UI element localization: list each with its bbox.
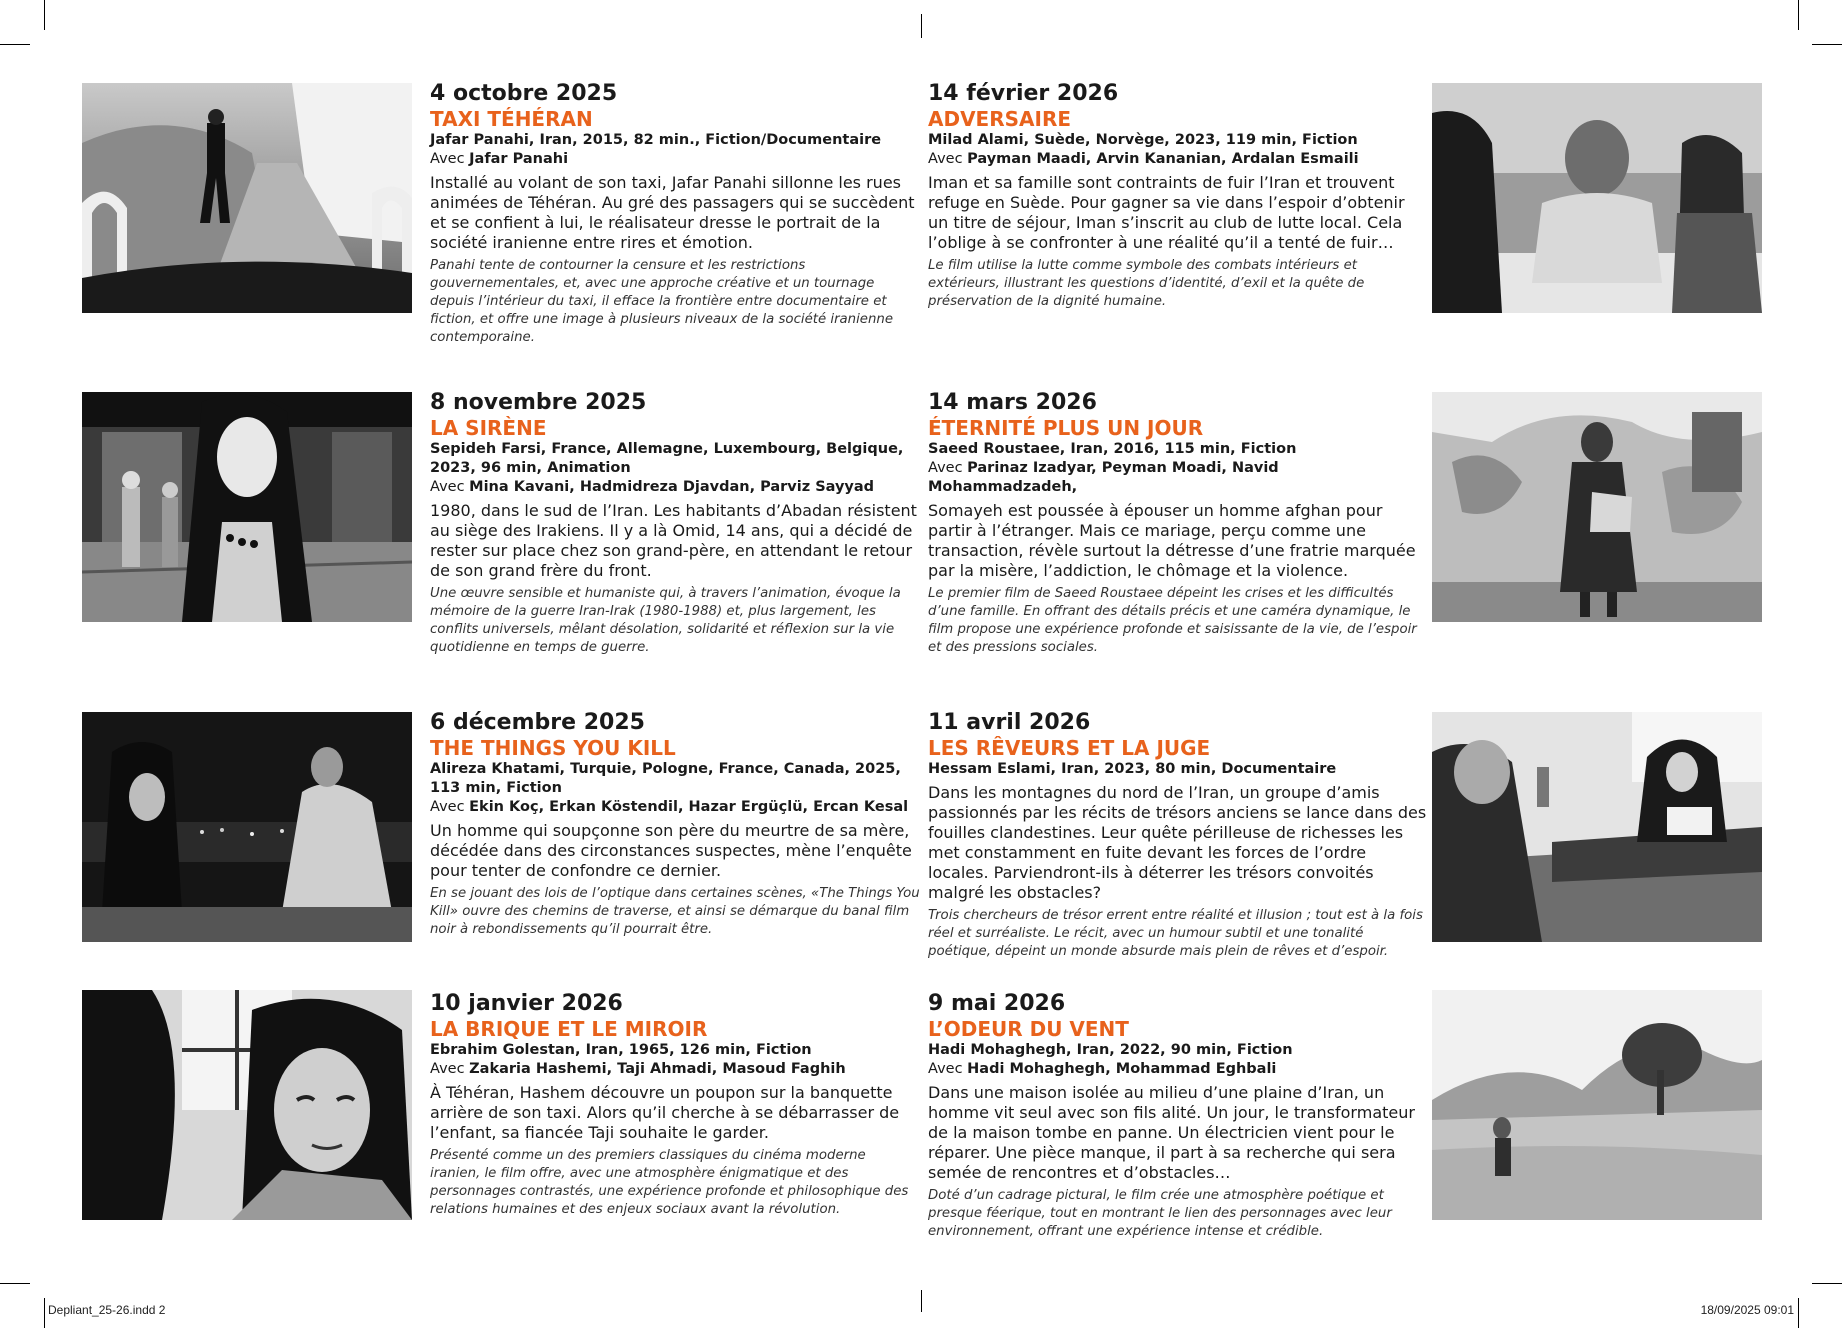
film-note: Le film utilise la lutte comme symbole des combats intérieurs et extérieurs, illustrant les questions d’identité, d’exil et la quête de préservation de la dignité humaine. [928,258,1365,309]
cast-names: Hadi Mohaghegh, Mohammad Eghbali [967,1061,1277,1077]
film-credits: Sepideh Farsi, France, Allemagne, Luxembourg, Belgique, 2023, 96 min, Animation [430,441,904,476]
film-entry [430,990,920,1219]
film-entry [928,80,1418,311]
film-note: Une œuvre sensible et humaniste qui, à travers l’animation, évoque la mémoire de la guerre Iran-Irak (1980-1988) et, plus largement, les conflits universels, mêlant désolation, solidarité et réflexion sur la vie quotidienne en temps de guerre. [430,586,901,655]
film-synopsis: Dans les montagnes du nord de l’Iran, un groupe d’amis passionnés par les récits de trésors anciens se lance dans des fouilles clandestines. Leur quête périlleuse de richesses les met constamment en fuite devant les forces de l’ordre locales. Parviendront-ils à déterrer les trésors convoités malgré les obstacles? [928,783,1427,902]
film-credits: Hessam Eslami, Iran, 2023, 80 min, Documentaire [928,761,1337,777]
cast-prefix: Avec [430,799,465,815]
film-title[interactable]: L’ODEUR DU VENT [928,1017,1129,1041]
still-eternite-plus-un-jour [1432,392,1762,622]
film-note: Panahi tente de contourner la censure et les restrictions gouvernementales, et, avec une approche créative et un tournage depuis l’intérieur du taxi, il efface la frontière entre documentaire et fiction, et offre une image à plusieurs niveaux de la société iranienne contemporaine. [430,258,894,345]
film-cast [430,1060,920,1079]
film-entry [928,389,1418,657]
film-note: Trois chercheurs de trésor errent entre réalité et illusion ; tout est à la fois réel et surréaliste. Le récit, avec un humour subtil et une tonalité poétique, dépeint un monde absurde mais plein de rêves et d’espoir. [928,908,1423,959]
film-credits: Milad Alami, Suède, Norvège, 2023, 119 min, Fiction [928,132,1358,148]
film-still [82,392,412,622]
cast-prefix: Avec [430,1061,465,1077]
film-synopsis: Iman et sa famille sont contraints de fuir l’Iran et trouvent refuge en Suède. Pour gagner sa vie dans l’espoir d’obtenir un titre de séjour, Iman s’inscrit au club de lutte local. Cela l’oblige à se confronter à une réalité qu’il a tenté de fuir… [928,173,1405,252]
cast-prefix: Avec [430,151,465,167]
crop-mark [1798,0,1799,30]
cast-names: Jafar Panahi [469,151,569,167]
film-date: 11 avril 2026 [928,710,1091,735]
film-date: 9 mai 2026 [928,991,1066,1016]
cast-names: Ekin Koç, Erkan Köstendil, Hazar Ergüçlü, Ercan Kesal [469,799,909,815]
still-taxi-teheran [82,83,412,313]
film-synopsis: À Téhéran, Hashem découvre un poupon sur la banquette arrière de son taxi. Alors qu’il cherche à se débarrasser de l’enfant, sa fiancée Taji souhaite le garder. [430,1083,900,1142]
film-still [1432,712,1762,942]
film-synopsis: 1980, dans le sud de l’Iran. Les habitants d’Abadan résistent au siège des Irakiens. Il y a là Omid, 14 ans, qui a décidé de rester sur place chez son grand-père, en attendant le retour de son grand frère du front. [430,501,917,580]
film-still [1432,392,1762,622]
still-la-brique-et-le-miroir [82,990,412,1220]
film-date: 14 mars 2026 [928,390,1097,415]
film-title[interactable]: LES RÊVEURS ET LA JUGE [928,736,1211,760]
film-entry [928,709,1428,961]
film-credits: Hadi Mohaghegh, Iran, 2022, 90 min, Fiction [928,1042,1293,1058]
crop-mark [44,0,45,30]
cast-names: Parinaz Izadyar, Peyman Moadi, Navid Mohammadzadeh, [928,460,1279,495]
film-title[interactable]: LA SIRÈNE [430,416,547,440]
film-synopsis: Installé au volant de son taxi, Jafar Panahi sillonne les rues animées de Téhéran. Au gré des passagers qui se succèdent et se confient à lui, le réalisateur dresse le portrait de la société iranienne entre rires et émotion. [430,173,915,252]
film-entry [430,709,920,939]
film-cast [430,150,920,169]
film-date: 14 février 2026 [928,81,1119,106]
cast-prefix: Avec [928,151,963,167]
footer-file-slug: Depliant_25-26.indd 2 [48,1303,166,1317]
film-cast [430,478,920,497]
film-note: En se jouant des lois de l’optique dans certaines scènes, «The Things You Kill» ouvre des chemins de traverse, et ainsi se démarque du banal film noir à rebondissements qu’il pourrait être. [430,886,920,937]
film-title[interactable]: ÉTERNITÉ PLUS UN JOUR [928,416,1204,440]
film-entry [430,80,920,347]
film-date: 4 octobre 2025 [430,81,618,106]
still-la-sirene [82,392,412,622]
still-l-odeur-du-vent [1432,990,1762,1220]
film-credits: Alireza Khatami, Turquie, Pologne, France, Canada, 2025, 113 min, Fiction [430,761,901,796]
cast-prefix: Avec [928,1061,963,1077]
crop-mark [921,1290,922,1312]
film-still [1432,990,1762,1220]
film-cast [928,150,1418,169]
cast-names: Zakaria Hashemi, Taji Ahmadi, Masoud Faghih [469,1061,846,1077]
film-entry [430,389,920,657]
crop-mark [1812,44,1842,45]
film-note: Le premier film de Saeed Roustaee dépeint les crises et les difficultés d’une famille. En offrant des détails précis et une caméra dynamique, le film propose une expérience profonde et saisissante de la vie, de l’espoir et des pressions sociales. [928,586,1417,655]
film-date: 6 décembre 2025 [430,710,645,735]
crop-mark [0,44,30,45]
film-synopsis: Dans une maison isolée au milieu d’une plaine d’Iran, un homme vit seul avec son fils alité. Un jour, le transformateur de la maison tombe en panne. Un électricien vient pour le réparer. Une pièce manque, il part à sa recherche qui sera semée de rencontres et d’obstacles… [928,1083,1415,1182]
footer-timestamp: 18/09/2025 09:01 [1700,1303,1794,1317]
film-synopsis: Somayeh est poussée à épouser un homme afghan pour partir à l’étranger. Mais ce mariage, perçu comme une transaction, révèle surtout la détresse d’une fratrie marquée par la misère, l’addiction, le chômage et la violence. [928,501,1416,580]
film-title[interactable]: THE THINGS YOU KILL [430,736,676,760]
film-cast [928,459,1418,497]
film-still [82,990,412,1220]
film-entry [928,990,1418,1241]
film-title[interactable]: LA BRIQUE ET LE MIROIR [430,1017,708,1041]
cast-names: Mina Kavani, Hadmidreza Djavdan, Parviz Sayyad [469,479,875,495]
crop-mark [921,14,922,38]
film-cast [430,798,920,817]
film-title[interactable]: ADVERSAIRE [928,107,1072,131]
film-title[interactable]: TAXI TÉHÉRAN [430,107,593,131]
still-les-reveurs-et-la-juge [1432,712,1762,942]
crop-mark [1798,1298,1799,1328]
still-the-things-you-kill [82,712,412,942]
film-credits: Jafar Panahi, Iran, 2015, 82 min., Fiction/Documentaire [430,132,882,148]
film-credits: Ebrahim Golestan, Iran, 1965, 126 min, Fiction [430,1042,812,1058]
film-date: 10 janvier 2026 [430,991,623,1016]
film-still [1432,83,1762,313]
film-credits: Saeed Roustaee, Iran, 2016, 115 min, Fiction [928,441,1297,457]
film-note: Présenté comme un des premiers classiques du cinéma moderne iranien, le film offre, avec une atmosphère énigmatique et des personnages contrastés, une expérience profonde et philosophique des relations humaines et des enjeux sociaux avant la révolution. [430,1148,909,1217]
film-still [82,712,412,942]
film-cast [928,1060,1418,1079]
crop-mark [1812,1283,1842,1284]
cast-prefix: Avec [928,460,963,476]
crop-mark [44,1298,45,1328]
film-date: 8 novembre 2025 [430,390,647,415]
crop-mark [0,1283,30,1284]
cast-prefix: Avec [430,479,465,495]
film-synopsis: Un homme qui soupçonne son père du meurtre de sa mère, décédée dans des circonstances suspectes, mène l’enquête pour tenter de confondre ce dernier. [430,821,912,880]
cast-names: Payman Maadi, Arvin Kananian, Ardalan Esmaili [967,151,1359,167]
film-note: Doté d’un cadrage pictural, le film crée une atmosphère poétique et presque féerique, tout en montrant le lien des personnages avec leur environnement, offrant une expérience intense et crédible. [928,1188,1392,1239]
still-adversaire [1432,83,1762,313]
film-still [82,83,412,313]
